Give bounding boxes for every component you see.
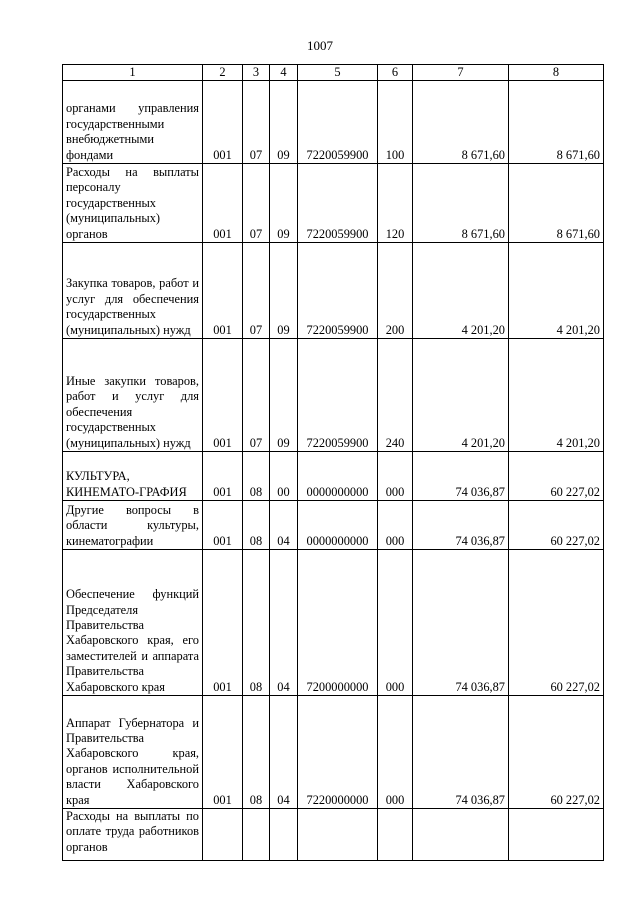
row-cell: 8 671,60	[413, 81, 509, 164]
row-cell: 240	[378, 339, 413, 452]
row-cell	[270, 809, 298, 861]
row-cell: 001	[203, 243, 243, 339]
row-cell: 04	[270, 550, 298, 696]
row-cell	[243, 809, 270, 861]
row-cell: 120	[378, 164, 413, 243]
row-cell: 7220000000	[298, 696, 378, 809]
row-cell: 000	[378, 501, 413, 550]
header-cell: 4	[270, 65, 298, 81]
row-cell: 08	[243, 696, 270, 809]
row-cell: 09	[270, 243, 298, 339]
row-cell: 08	[243, 501, 270, 550]
table-row	[63, 339, 604, 452]
row-cell: 001	[203, 550, 243, 696]
row-cell: 7220059900	[298, 81, 378, 164]
row-cell: 09	[270, 339, 298, 452]
row-cell: 4 201,20	[509, 243, 604, 339]
header-cell: 6	[378, 65, 413, 81]
row-cell: 7220059900	[298, 339, 378, 452]
row-cell: 001	[203, 81, 243, 164]
row-cell: 0000000000	[298, 501, 378, 550]
table-row	[63, 81, 604, 164]
row-cell: 09	[270, 81, 298, 164]
row-cell: 60 227,02	[509, 501, 604, 550]
row-cell: 09	[270, 164, 298, 243]
row-cell: 60 227,02	[509, 550, 604, 696]
row-cell: 4 201,20	[413, 243, 509, 339]
header-cell: 1	[63, 65, 203, 81]
row-cell: 60 227,02	[509, 452, 604, 501]
row-cell: 8 671,60	[509, 164, 604, 243]
row-cell: 08	[243, 452, 270, 501]
row-cell: 4 201,20	[509, 339, 604, 452]
row-cell: 200	[378, 243, 413, 339]
row-cell: 04	[270, 696, 298, 809]
row-cell: 001	[203, 339, 243, 452]
table-row	[63, 696, 604, 809]
row-cell: 7200000000	[298, 550, 378, 696]
row-name: Расходы на выплаты персоналу государственных (муниципальных) органов	[63, 164, 203, 243]
row-name: Другие вопросы в области культуры, кинематографии	[63, 501, 203, 550]
row-cell: 74 036,87	[413, 550, 509, 696]
row-cell: 0000000000	[298, 452, 378, 501]
row-cell: 001	[203, 452, 243, 501]
row-cell: 000	[378, 452, 413, 501]
row-cell: 60 227,02	[509, 696, 604, 809]
row-cell	[378, 809, 413, 861]
row-cell: 7220059900	[298, 164, 378, 243]
table-row	[63, 164, 604, 243]
table-row	[63, 243, 604, 339]
budget-table	[62, 64, 604, 861]
row-cell: 8 671,60	[413, 164, 509, 243]
row-name: Расходы на выплаты по оплате труда работников органов	[63, 809, 203, 861]
page-number: 1007	[307, 38, 333, 53]
row-cell: 001	[203, 164, 243, 243]
row-cell: 00	[270, 452, 298, 501]
table-row	[63, 550, 604, 696]
row-name: Обеспечение функций Председателя Правительства Хабаровского края, его заместителей и аппарата Правительства Хабаровского края	[63, 550, 203, 696]
row-cell: 07	[243, 164, 270, 243]
row-cell: 001	[203, 501, 243, 550]
row-cell: 08	[243, 550, 270, 696]
header-row	[63, 65, 604, 81]
header-cell: 7	[413, 65, 509, 81]
row-cell	[298, 809, 378, 861]
row-name: Закупка товаров, работ и услуг для обеспечения государственных (муниципальных) нужд	[63, 243, 203, 339]
header-cell: 3	[243, 65, 270, 81]
row-cell	[509, 809, 604, 861]
row-cell: 000	[378, 550, 413, 696]
row-cell: 04	[270, 501, 298, 550]
row-name: КУЛЬТУРА, КИНЕМАТО-ГРАФИЯ	[63, 452, 203, 501]
header-cell: 2	[203, 65, 243, 81]
row-cell: 74 036,87	[413, 501, 509, 550]
header-cell: 5	[298, 65, 378, 81]
row-cell: 100	[378, 81, 413, 164]
table-row	[63, 501, 604, 550]
row-cell: 07	[243, 81, 270, 164]
row-cell: 07	[243, 339, 270, 452]
row-name: Аппарат Губернатора и Правительства Хабаровского края, органов исполнительной власти Хабаровского края	[63, 696, 203, 809]
row-cell: 74 036,87	[413, 696, 509, 809]
row-name: органами управления государственными внебюджетными фондами	[63, 81, 203, 164]
row-cell: 4 201,20	[413, 339, 509, 452]
header-cell: 8	[509, 65, 604, 81]
row-cell	[203, 809, 243, 861]
row-cell: 74 036,87	[413, 452, 509, 501]
table-row	[63, 452, 604, 501]
row-cell	[413, 809, 509, 861]
row-cell: 001	[203, 696, 243, 809]
row-cell: 000	[378, 696, 413, 809]
row-cell: 7220059900	[298, 243, 378, 339]
row-cell: 8 671,60	[509, 81, 604, 164]
row-name: Иные закупки товаров, работ и услуг для обеспечения государственных (муниципальных) нужд	[63, 339, 203, 452]
row-cell: 07	[243, 243, 270, 339]
table-row	[63, 809, 604, 861]
